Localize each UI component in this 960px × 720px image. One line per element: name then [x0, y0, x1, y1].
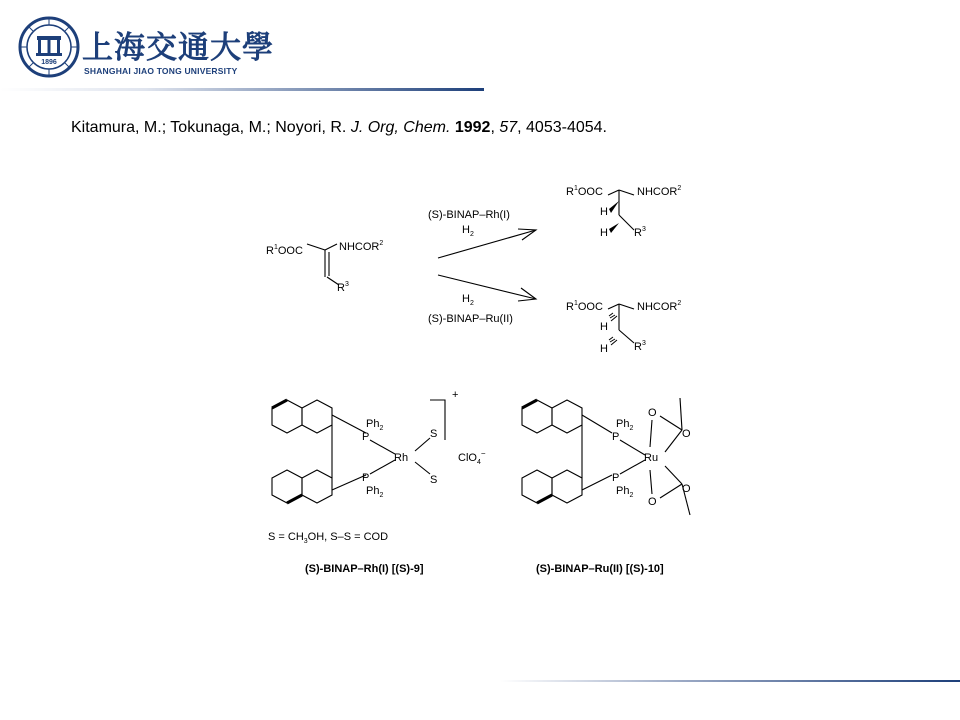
- svg-text:H: H: [600, 206, 608, 218]
- svg-text:NHCOR2: NHCOR$^2$: [637, 185, 682, 198]
- svg-text:O: O: [648, 407, 657, 419]
- svg-text:Ph2: $Ph_2$: [366, 418, 384, 432]
- hydrogenation-scheme: [250, 160, 710, 590]
- svg-text:H: H: [600, 227, 608, 239]
- svg-text:ClO4−: ClO$_4$−: [458, 449, 486, 466]
- reference-citation: Kitamura, M.; Tokunaga, M.; Noyori, R. J. Org, Chem. 1992, 57, 4053-4054.: [71, 119, 607, 136]
- svg-text:P: P: [362, 472, 370, 484]
- svg-text:R1OOC: $R^1OOC$: [266, 244, 303, 257]
- svg-text:P: P: [362, 431, 370, 443]
- svg-text:H: H: [600, 343, 608, 355]
- ru-complex-caption: (S)-BINAP–Ru(II) [(S)-10]: [536, 563, 664, 575]
- svg-text:H2: $H_2$: [462, 224, 474, 238]
- svg-text:H: H: [600, 321, 608, 333]
- svg-text:P: P: [612, 472, 620, 484]
- svg-text:R3: $R^3$: [634, 340, 646, 353]
- header-divider: [0, 88, 484, 91]
- svg-text:S = CH3OH, S–S = COD: $S = CH_3OH$, S–S = COD: [268, 531, 389, 545]
- svg-text:S: S: [430, 474, 438, 486]
- svg-text:R1OOC: $R^1OOC$: [566, 300, 603, 313]
- citation-authors: Kitamura, M.; Tokunaga, M.; Noyori, R.: [71, 119, 347, 136]
- rh-reagent-label: (S)-BINAP–Rh(I): [428, 209, 510, 221]
- svg-text:R3: $R^3$: [634, 226, 646, 239]
- citation-journal: J. Org, Chem.: [350, 119, 451, 136]
- svg-text:+: +: [452, 389, 459, 401]
- university-logo: [18, 14, 274, 82]
- svg-text:R3: $R^3$: [337, 281, 349, 294]
- svg-text:P: P: [612, 431, 620, 443]
- svg-text:S: S: [430, 428, 438, 440]
- citation-pages: 4053-4054.: [526, 119, 607, 136]
- university-name-chinese: 上海交通大學: [82, 30, 274, 66]
- svg-text:Ph2: $Ph_2$: [616, 485, 634, 499]
- seal-year: 1896: [41, 59, 57, 66]
- svg-text:Ru: Ru: [644, 452, 659, 464]
- citation-year: 1992: [454, 119, 491, 136]
- rh-complex-caption: (S)-BINAP–Rh(I) [(S)-9]: [305, 563, 424, 575]
- university-name-english: SHANGHAI JIAO TONG UNIVERSITY: [84, 66, 238, 76]
- svg-text:O: O: [682, 483, 691, 495]
- svg-text:R1OOC: $R^1OOC$: [566, 185, 603, 198]
- university-seal: [18, 16, 80, 78]
- ru-reagent-label: (S)-BINAP–Ru(II): [428, 313, 513, 325]
- citation-volume: 57: [499, 119, 518, 136]
- svg-text:O: O: [682, 428, 691, 440]
- svg-text:NHCOR2: NHCOR$^2$: [339, 240, 384, 253]
- svg-text:Ph2: $Ph_2$: [366, 485, 384, 499]
- svg-text:Rh: Rh: [394, 452, 409, 464]
- footer-divider: [500, 680, 960, 682]
- svg-text:NHCOR2: NHCOR$^2$: [637, 300, 682, 313]
- svg-text:O: O: [648, 496, 657, 508]
- svg-text:H2: $H_2$: [462, 293, 474, 307]
- svg-text:Ph2: $Ph_2$: [616, 418, 634, 432]
